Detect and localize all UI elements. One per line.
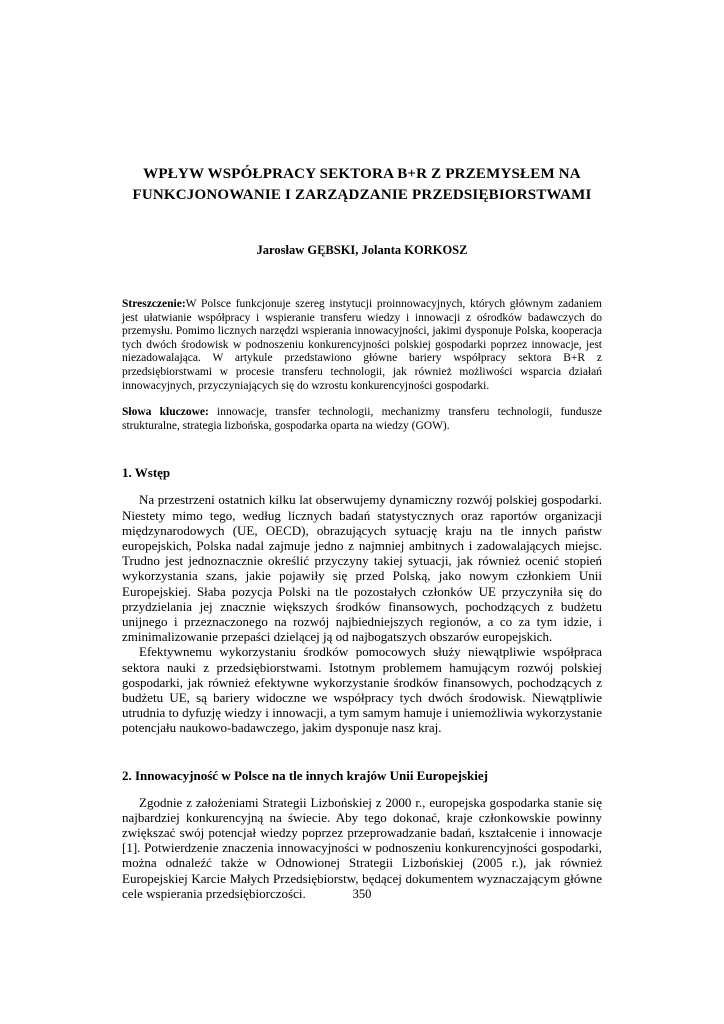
abstract-label: Streszczenie: — [122, 298, 186, 310]
section-2-heading: 2. Innowacyjność w Polsce na tle innych krajów Unii Europejskiej — [122, 767, 488, 783]
section-1-heading: 1. Wstęp — [122, 465, 171, 481]
page-number: 350 — [352, 887, 372, 901]
abstract-paragraph — [122, 298, 602, 393]
section-1-paragraph-2: Efektywnemu wykorzystaniu środków pomocowych służy niewątpliwie współpraca sektora nauki z przedsiębiorstwami. Istotnym problemem hamującym rozwój polskiej gospodarki, jak również efektywne wykorzystanie środków finansowych, pochodzących z budżetu UE, są bariery widoczne we współpracy tych dwóch środowisk. Niewątpliwie utrudnia to dyfuzję wiedzy i innowacji, a tym samym hamuje i uniemożliwia wykorzystanie potencjału naukowo-badawczego, jakim dysponuje nasz kraj. — [122, 644, 602, 736]
keywords-paragraph — [122, 406, 602, 433]
abstract-text: W Polsce funkcjonuje szereg instytucji proinnowacyjnych, których głównym zadaniem jest ułatwianie współpracy i wspieranie transferu wiedzy i innowacji z ośrodków badawczych do przemysłu. Pomimo licznych narzędzi wspierania innowacyjności, jakimi dysponuje Polska, kooperacja tych dwóch środowisk w podnoszeniu konkurencyjności polskiej gospodarki poprzez innowacje, jest niezadowalająca. W artykule przedstawiono główne bariery współpracy sektora B+R z przedsiębiorstwami w procesie transferu technologii, jak również możliwości wsparcia działań innowacyjnych, przyczyniających się do wzrostu konkurencyjności gospodarki. — [122, 298, 602, 392]
paper-title: WPŁYW WSPÓŁPRACY SEKTORA B+R Z PRZEMYSŁEM NA FUNKCJONOWANIE I ZARZĄDZANIE PRZEDSIĘBIORSTWAMI — [132, 166, 592, 203]
keywords-text: innowacje, transfer technologii, mechanizmy transferu technologii, fundusze strukturalne, strategia lizbońska, gospodarka oparta na wiedzy (GOW). — [122, 406, 602, 432]
section-1-paragraph-1: Na przestrzeni ostatnich kilku lat obserwujemy dynamiczny rozwój polskiej gospodarki. Niestety mimo tego, według licznych badań statystycznych oraz raportów organizacji międzynarodowych (UE, OECD), obrazujących sytuację kraju na tle innych państw europejskich, Polska nadal zajmuje jedno z najmniej ambitnych i zadowalających miejsc. Trudno jest jednoznacznie określić przyczyny takiej sytuacji, jak również ocenić stopień wykorzystania szans, jakie pojawiły się przed Polską, jako nowym członkiem Unii Europejskiej. Słaba pozycja Polski na tle pozostałych członków UE przyczyniła się do przydzielania jej znacznie większych środków finansowych, pochodzących z budżetu unijnego i przeznaczonego na rozwój najbiedniejszych regionów, a co za tym idzie, i zminimalizowanie przepaści dzielącej ją od najbogatszych obszarów europejskich. — [122, 492, 602, 645]
section-2-paragraph-1: Zgodnie z założeniami Strategii Lizbońskiej z 2000 r., europejska gospodarka stanie się najbardziej konkurencyjną na świecie. Aby tego dokonać, kraje członkowskie powinny zwiększać swój potencjał wiedzy poprzez przeprowadzanie badań, kształcenie i innowacje [1]. Potwierdzenie znaczenia innowacyjności w podnoszeniu konkurencyjności gospodarki, można odnaleźć także w Odnowionej Strategii Lizbońskiej (2005 r.), jak również Europejskiej Karcie Małych Przedsiębiorstw, będącej dokumentem wyznaczającym główne cele wspierania przedsiębiorczości. — [122, 794, 602, 901]
keywords-label: Słowa kluczowe: — [122, 406, 209, 419]
paper-authors: Jarosław GĘBSKI, Jolanta KORKOSZ — [256, 243, 468, 257]
